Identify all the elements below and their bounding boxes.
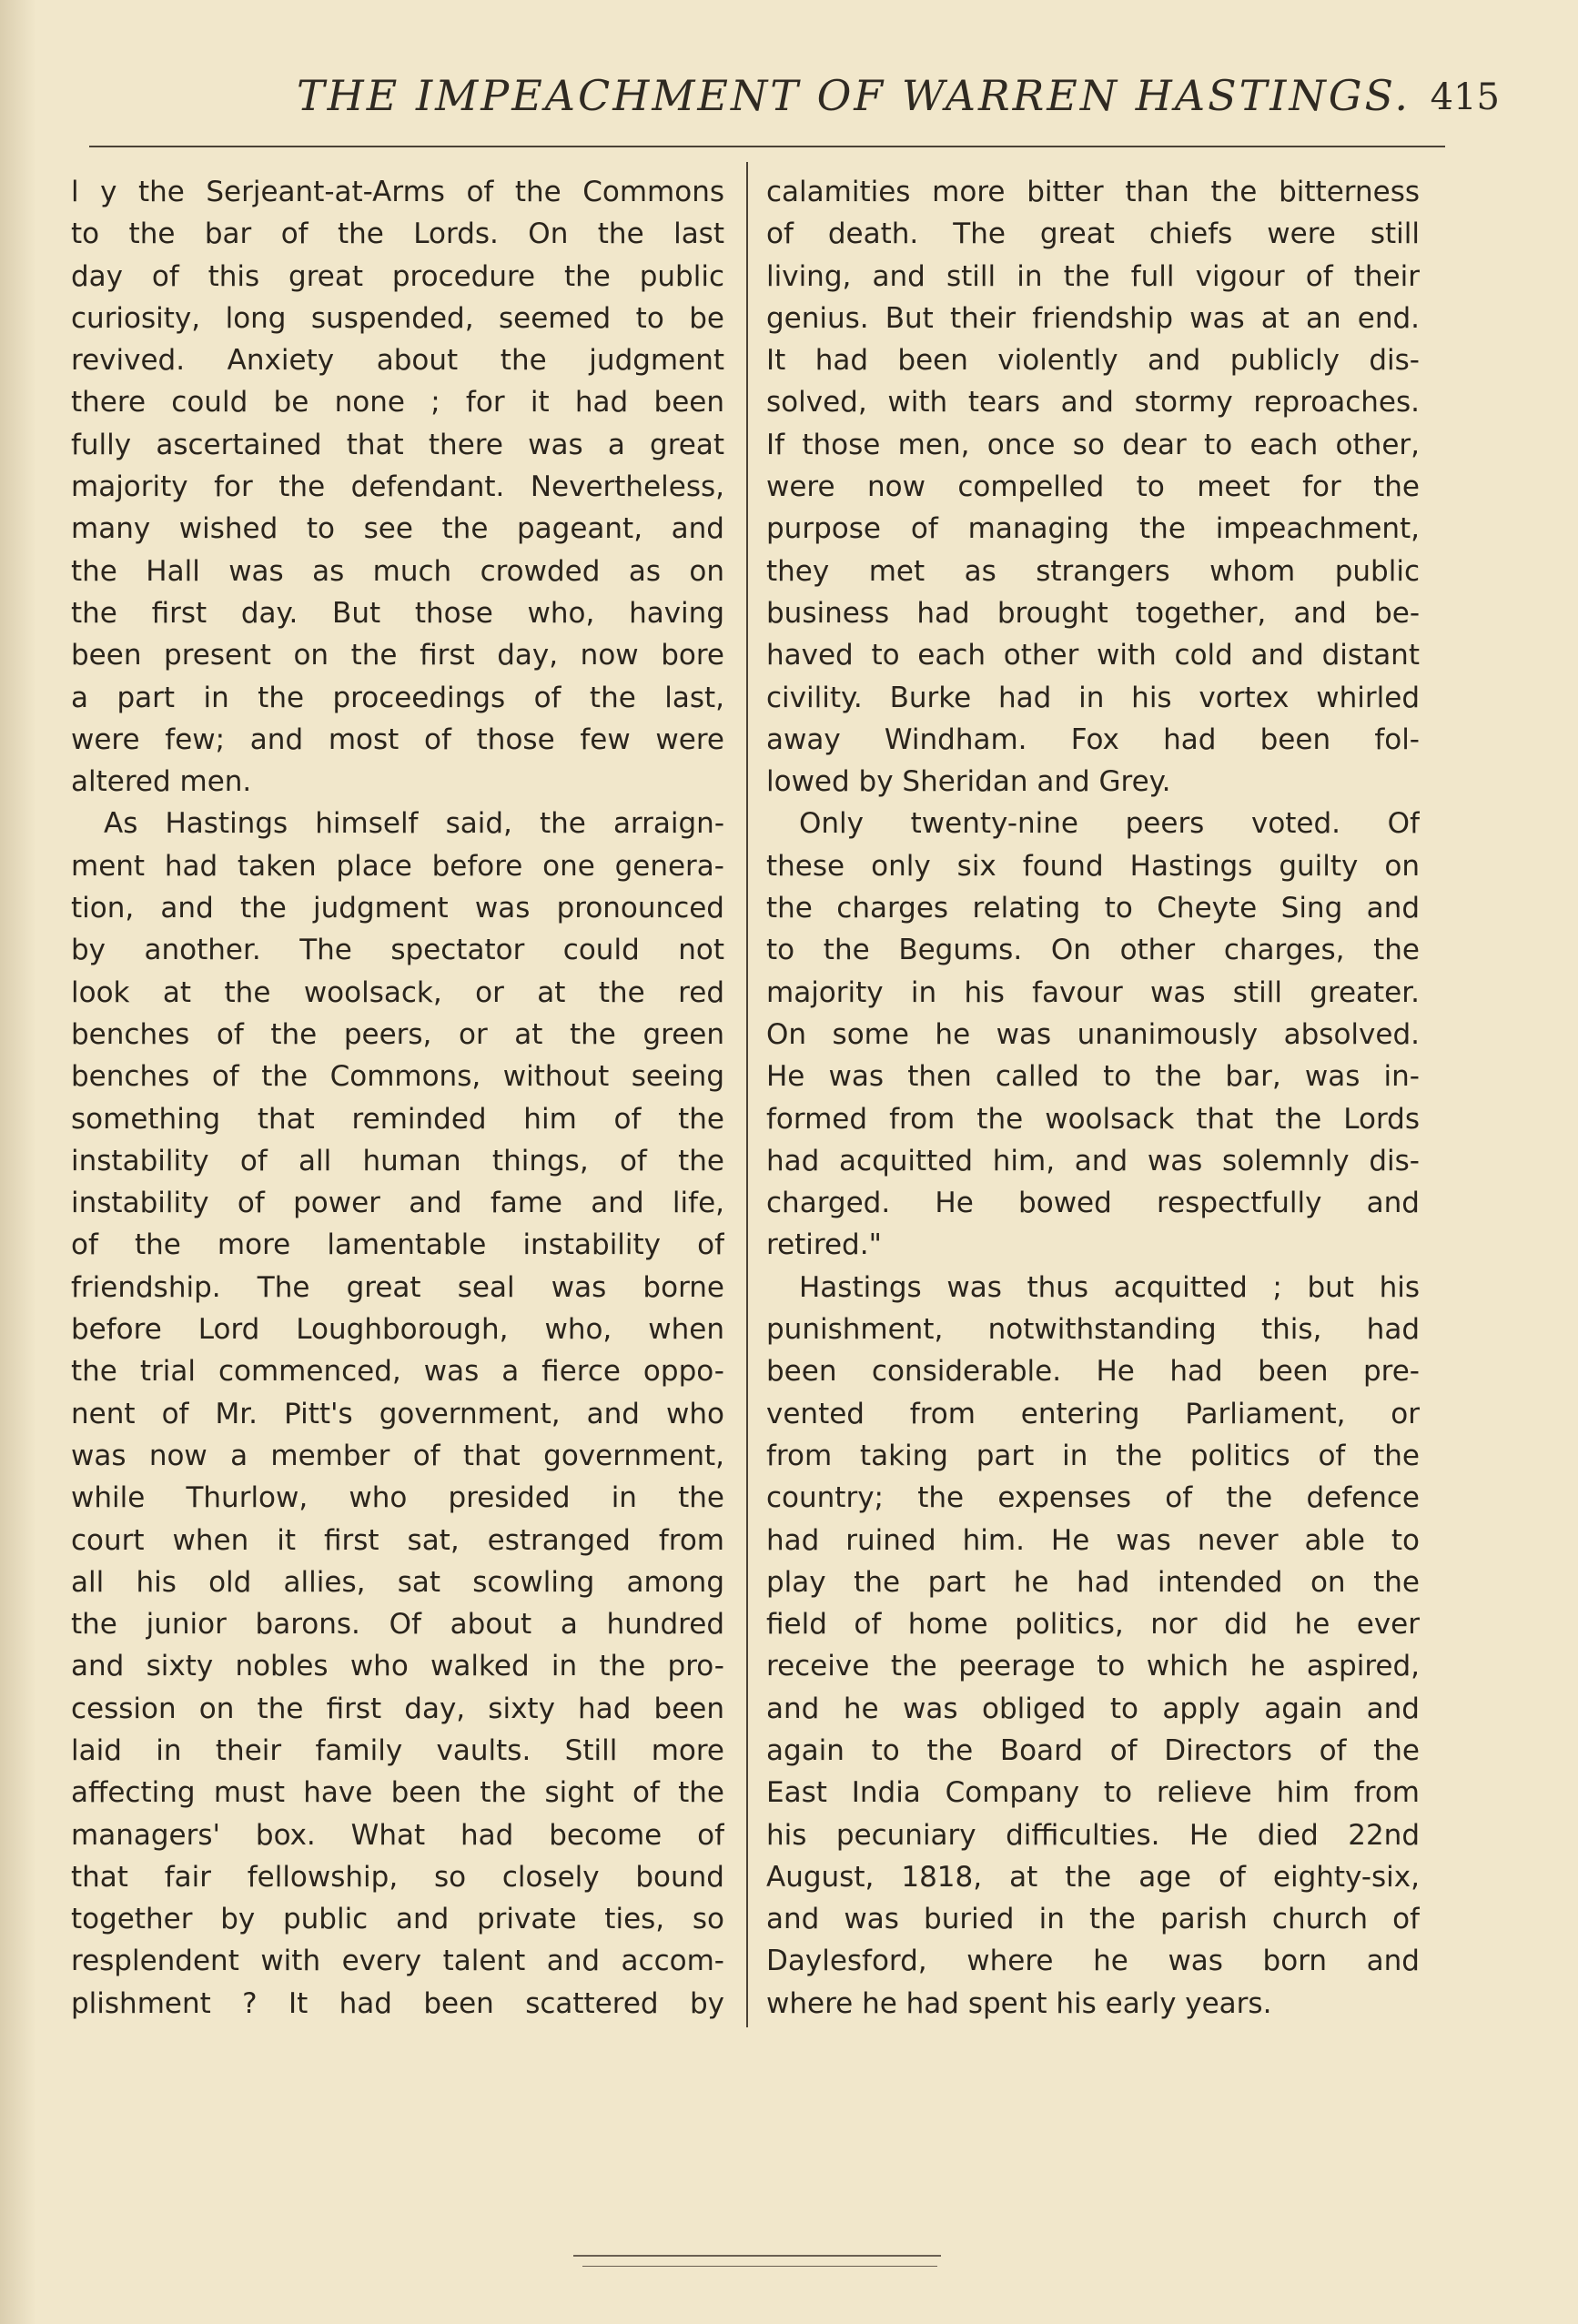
text-line: all his old allies, sat scowling among	[71, 1565, 724, 1599]
text-line: living, and still in the full vigour of their	[766, 259, 1420, 293]
text-line: August, 1818, at the age of eighty-six,	[766, 1860, 1420, 1894]
page-title: THE IMPEACHMENT OF WARREN HASTINGS.	[297, 71, 1411, 120]
text-line: had ruined him. He was never able to	[766, 1523, 1420, 1557]
text-line: revived. Anxiety about the judgment	[71, 344, 724, 378]
text-line: vented from entering Parliament, or	[766, 1397, 1420, 1430]
text-line: fully ascertained that there was a great	[71, 428, 724, 461]
page-edge-shadow	[0, 0, 36, 2324]
text-line: tion, and the judgment was pronounced	[71, 892, 724, 925]
text-line: to the Begums. On other charges, the	[766, 934, 1420, 967]
text-line: As Hastings himself said, the arraign-	[104, 807, 724, 841]
text-line: punishment, notwithstanding this, had	[766, 1313, 1420, 1347]
footer-rule-thin	[582, 2266, 937, 2267]
text-line: benches of the Commons, without seeing	[71, 1060, 724, 1094]
text-line: ment had taken place before one genera-	[71, 849, 724, 883]
text-line: He was then called to the bar, was in-	[766, 1060, 1420, 1094]
left-column	[71, 171, 724, 2025]
text-line: If those men, once so dear to each other,	[766, 428, 1420, 461]
text-line: there could be none ; for it had been	[71, 386, 724, 419]
text-line: look at the woolsack, or at the red	[71, 975, 724, 1009]
text-line: curiosity, long suspended, seemed to be	[71, 301, 724, 335]
text-line: of death. The great chiefs were still	[766, 217, 1420, 251]
footer-rule	[573, 2255, 941, 2257]
text-line: play the part he had intended on the	[766, 1565, 1420, 1599]
text-line: a part in the proceedings of the last,	[71, 681, 724, 714]
text-line: calamities more bitter than the bitterness	[766, 176, 1420, 208]
text-line: altered men.	[71, 765, 252, 799]
text-line: majority in his favour was still greater.	[766, 975, 1420, 1009]
text-line: been present on the first day, now bore	[71, 639, 724, 672]
text-line: plishment ? It had been scattered by	[71, 1986, 724, 2020]
text-line: lowed by Sheridan and Grey.	[766, 765, 1171, 799]
text-line: the junior barons. Of about a hundred	[71, 1608, 724, 1642]
text-line: cession on the first day, sixty had been	[71, 1692, 724, 1725]
text-line: together by public and private ties, so	[71, 1903, 724, 1936]
text-line: while Thurlow, who presided in the	[71, 1481, 724, 1515]
text-line: again to the Board of Directors of the	[766, 1733, 1420, 1767]
text-line: and sixty nobles who walked in the pro-	[71, 1650, 724, 1683]
page-number: 415	[1430, 76, 1500, 118]
text-line: the Hall was as much crowded as on	[71, 554, 724, 588]
text-line: been considerable. He had been pre-	[766, 1355, 1420, 1389]
text-line: Daylesford, where he was born and	[766, 1945, 1420, 1978]
text-line: purpose of managing the impeachment,	[766, 512, 1420, 546]
text-line: country; the expenses of the defence	[766, 1481, 1420, 1515]
text-line: retired."	[766, 1228, 882, 1262]
text-line: his pecuniary difficulties. He died 22nd	[766, 1818, 1420, 1852]
text-line: where he had spent his early years.	[766, 1986, 1272, 2020]
text-line: had acquitted him, and was solemnly dis-	[766, 1144, 1420, 1177]
text-line: from taking part in the politics of the	[766, 1439, 1420, 1472]
text-line: formed from the woolsack that the Lords	[766, 1102, 1420, 1136]
text-line: haved to each other with cold and distant	[766, 639, 1420, 672]
text-line: of the more lamentable instability of	[71, 1228, 724, 1262]
text-line: away Windham. Fox had been fol-	[766, 722, 1420, 756]
text-line: and was buried in the parish church of	[766, 1903, 1420, 1936]
text-line: the first day. But those who, having	[71, 596, 724, 630]
text-line: l y the Serjeant-at-Arms of the Commons	[71, 176, 724, 208]
text-line: East India Company to relieve him from	[766, 1776, 1420, 1810]
text-line: genius. But their friendship was at an end.	[766, 301, 1420, 335]
text-line: It had been violently and publicly dis-	[766, 344, 1420, 378]
column-divider	[746, 162, 748, 2027]
text-line: Only twenty-nine peers voted. Of	[799, 807, 1420, 841]
text-line: these only six found Hastings guilty on	[766, 849, 1420, 883]
text-line: were few; and most of those few were	[71, 722, 724, 756]
text-line: resplendent with every talent and accom-	[71, 1945, 724, 1978]
text-line: laid in their family vaults. Still more	[71, 1733, 724, 1767]
text-line: affecting must have been the sight of the	[71, 1776, 724, 1810]
text-line: friendship. The great seal was borne	[71, 1270, 724, 1304]
text-line: many wished to see the pageant, and	[71, 512, 724, 546]
text-line: the trial commenced, was a fierce oppo-	[71, 1355, 724, 1389]
text-line: that fair fellowship, so closely bound	[71, 1860, 724, 1894]
text-line: before Lord Loughborough, who, when	[71, 1313, 724, 1347]
text-line: business had brought together, and be-	[766, 596, 1420, 630]
right-column	[766, 171, 1420, 2025]
text-line: to the bar of the Lords. On the last	[71, 217, 724, 251]
text-line: something that reminded him of the	[71, 1102, 724, 1136]
text-line: day of this great procedure the public	[71, 259, 724, 293]
text-line: managers' box. What had become of	[71, 1818, 724, 1852]
text-line: instability of all human things, of the	[71, 1144, 724, 1177]
text-line: benches of the peers, or at the green	[71, 1017, 724, 1051]
text-line: the charges relating to Cheyte Sing and	[766, 892, 1420, 925]
running-head	[87, 71, 1507, 135]
header-rule	[89, 146, 1445, 147]
text-line: charged. He bowed respectfully and	[766, 1187, 1420, 1220]
text-line: nent of Mr. Pitt's government, and who	[71, 1397, 724, 1430]
text-line: receive the peerage to which he aspired,	[766, 1650, 1420, 1683]
text-line: solved, with tears and stormy reproaches.	[766, 386, 1420, 419]
text-line: was now a member of that government,	[71, 1439, 724, 1472]
text-line: instability of power and fame and life,	[71, 1187, 724, 1220]
text-line: majority for the defendant. Nevertheless,	[71, 470, 724, 504]
text-line: civility. Burke had in his vortex whirled	[766, 681, 1420, 714]
text-line: field of home politics, nor did he ever	[766, 1608, 1420, 1642]
text-line: they met as strangers whom public	[766, 554, 1420, 588]
text-line: were now compelled to meet for the	[766, 470, 1420, 504]
text-line: and he was obliged to apply again and	[766, 1692, 1420, 1725]
text-line: Hastings was thus acquitted ; but his	[799, 1270, 1420, 1304]
text-line: court when it first sat, estranged from	[71, 1523, 724, 1557]
text-line: by another. The spectator could not	[71, 934, 724, 967]
text-line: On some he was unanimously absolved.	[766, 1017, 1420, 1051]
